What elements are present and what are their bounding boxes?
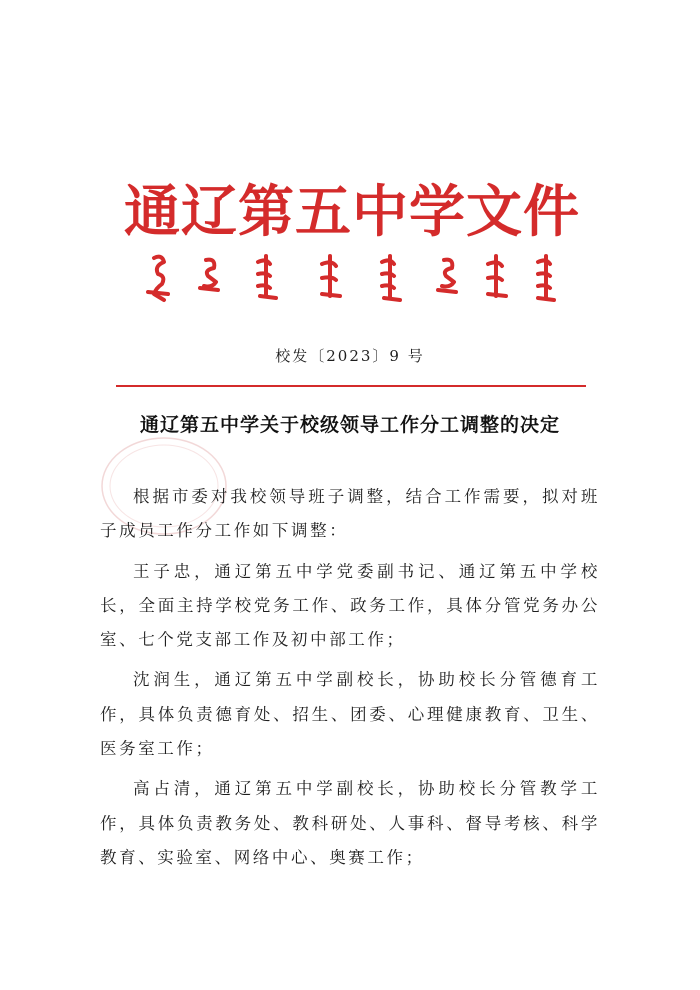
mongolian-script-graphic	[140, 248, 560, 304]
document-number: 校发〔2023〕9 号	[275, 347, 425, 365]
mongolian-script-title	[140, 248, 560, 304]
paragraph-shen-runsheng: 沈润生，通辽第五中学副校长，协助校长分管德育工作，具体负责德育处、招生、团委、心理健康教育、卫生、医务室工作；	[100, 670, 600, 759]
paragraph-wang-zizhong: 王子忠，通辽第五中学党委副书记、通辽第五中学校长，全面主持学校党务工作、政务工作，具体分管党务办公室、七个党支部工作及初中部工作；	[100, 561, 600, 650]
paragraph-gao-zhanqing: 高占清，通辽第五中学副校长，协助校长分管教学工作，具体负责教务处、教科研处、人事科、督导考核、科学教育、实验室、网络中心、奥赛工作；	[100, 779, 600, 867]
paragraph-intro: 根据市委对我校领导班子调整，结合工作需要，拟对班子成员工作分工作如下调整：	[100, 487, 600, 541]
masthead-title: 通辽第五中学文件	[124, 179, 580, 245]
decision-title: 通辽第五中学关于校级领导工作分工调整的决定	[139, 414, 560, 436]
red-divider-line	[116, 385, 586, 387]
body-content	[100, 480, 600, 881]
